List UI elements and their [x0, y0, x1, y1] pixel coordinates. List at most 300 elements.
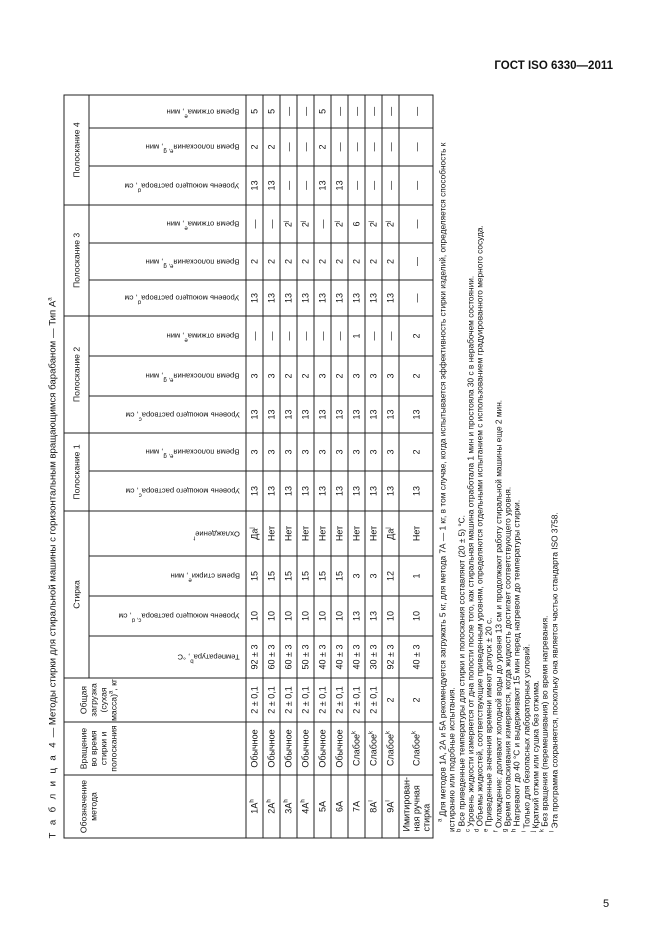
cell-rinse4-spin: [348, 94, 365, 127]
header-load: [64, 678, 246, 722]
header-rinse3-group: Полоскание 3: [64, 204, 89, 315]
cell-value: —: [351, 141, 361, 151]
cell-cooling: [280, 510, 297, 555]
cell-load: [263, 678, 280, 722]
cell-rinse4-level: [331, 165, 348, 204]
cell-rinse1-time: [331, 432, 348, 470]
cell-value: 3: [351, 448, 361, 454]
cell-wash-level: [331, 596, 348, 636]
table-row: [331, 94, 348, 837]
cell-rotation: [399, 722, 433, 775]
cell-rotation: [331, 722, 348, 775]
cell-value: 2: [249, 258, 259, 264]
cell-value: —: [351, 106, 361, 116]
footnote-text: Эта программа сохраняется, поскольку она является частью стандарта ISO 3758.: [548, 511, 559, 828]
cell-wash-level: [246, 596, 263, 636]
cell-rinse4-time: [263, 127, 280, 165]
footnote-text: Для методов 1А, 2А и 5А рекомендуется загружать 5 кг, для метода 7А — 1 кг, в том случае, когда испытывается эффективность стирки изделий, определяется способность к истиранию или подобные испытания.: [437, 142, 457, 832]
cell-value: —: [368, 106, 378, 116]
cell-rinse2-spin: [348, 315, 365, 355]
cell-value: 2 ± 0,1: [334, 685, 344, 714]
cell-wash-level: [348, 596, 365, 636]
cell-value: Нет: [283, 525, 293, 541]
footnote-text: Приведенные значения времени имеют допуск ± 20 с.: [483, 617, 494, 826]
cell-rinse2-spin: [331, 315, 348, 355]
cell-wash-level: [399, 596, 433, 636]
cell-rinse3-spin: [331, 204, 348, 242]
cell-value: 6: [351, 220, 361, 226]
cell-designation: [365, 775, 382, 838]
header-temperature: [89, 636, 246, 678]
cell-value: Обычное: [249, 728, 259, 768]
sup: c: [137, 414, 141, 421]
sup: e: [184, 336, 188, 343]
cell-value: —: [283, 180, 293, 190]
cell-value: 13: [317, 485, 327, 496]
cell-rinse2-level: [331, 395, 348, 432]
label: Уровень моющего раствора: [140, 180, 239, 190]
table-body: [246, 94, 433, 837]
cell-wash-time: [297, 556, 314, 596]
cell-value: 2: [334, 372, 344, 378]
cell-footnote-mark: k: [351, 730, 357, 734]
cell-value: 13: [249, 292, 259, 303]
cell-designation: [348, 775, 365, 838]
cell-value: Нет: [334, 525, 344, 541]
cell-rinse2-level: [280, 395, 297, 432]
cell-wash-time: [263, 556, 280, 596]
label: Уровень моющего раствора: [140, 486, 239, 496]
cell-temperature: [263, 636, 280, 678]
cell-rinse1-level: [246, 470, 263, 510]
cell-rinse4-time: [331, 127, 348, 165]
cell-value: —: [300, 106, 310, 116]
table-row: [280, 94, 297, 837]
cell-value: 2 ± 0,1: [300, 685, 310, 714]
cell-value: 2: [410, 448, 421, 454]
cell-value: 2: [300, 221, 310, 227]
cell-value: 13: [351, 292, 361, 303]
header-rotation: Вращение во время стирки и полоскания: [64, 722, 246, 775]
header-rinse1-group: Полоскание 1: [64, 432, 89, 510]
cell-designation: [263, 775, 280, 838]
cell-value: 3: [249, 448, 259, 454]
cell-rinse4-time: [246, 127, 263, 165]
cell-value: 40 ± 3: [317, 644, 327, 669]
table-row: [297, 94, 314, 837]
unit: , см: [124, 409, 138, 419]
cell-value: —: [334, 330, 344, 340]
cell-value: 2: [368, 221, 378, 227]
cell-rinse2-spin: [365, 315, 382, 355]
cell-designation: [399, 775, 433, 838]
cell-designation: [297, 775, 314, 838]
cell-value: 1А: [249, 802, 259, 814]
cell-rinse2-level: [297, 395, 314, 432]
cell-value: 3: [368, 448, 378, 454]
header-rinse4-level: [89, 165, 246, 204]
cell-rinse2-spin: [399, 315, 433, 355]
cell-designation: [246, 775, 263, 838]
cell-value: 13: [351, 610, 361, 621]
cell-cooling: [365, 510, 382, 555]
cell-value: —: [410, 256, 421, 266]
cell-rinse3-time: [365, 242, 382, 279]
cell-value: —: [368, 180, 378, 190]
cell-value: 10: [266, 610, 276, 621]
cell-value: 2: [283, 221, 293, 227]
label: Время стирки: [190, 571, 239, 581]
cell-value: 3: [334, 448, 344, 454]
footnote-text: Уровень жидкости измеряется от дна полости после того, как стиральная машина отработала 1 мин и простояла 30 с в нерабочем состоянии.: [464, 275, 475, 827]
cell-rinse3-time: [263, 242, 280, 279]
cell-value: 13: [300, 485, 310, 496]
cell-rinse2-spin: [246, 315, 263, 355]
cell-rinse2-level: [263, 395, 280, 432]
cell-rinse1-time: [382, 432, 399, 470]
cell-rinse1-time: [399, 432, 433, 470]
cell-value: —: [385, 180, 395, 190]
label: Время полоскания: [173, 142, 239, 152]
cell-cooling: [246, 510, 263, 555]
cell-rinse3-spin: [399, 204, 433, 242]
cell-rotation: [314, 722, 331, 775]
cell-value: 10: [410, 610, 421, 621]
label: Охлаждение: [194, 529, 239, 538]
cell-rinse4-level: [314, 165, 331, 204]
cell-footnote-mark: h: [249, 798, 255, 803]
cell-value: 2: [300, 372, 310, 378]
cell-value: Обычное: [283, 728, 293, 768]
cell-value: 13: [385, 292, 395, 303]
cell-value: 60 ± 3: [266, 644, 276, 669]
cell-rinse3-spin: [263, 204, 280, 242]
cell-value: 13: [283, 485, 293, 496]
sup: c: [137, 491, 141, 498]
cell-value: 13: [351, 408, 361, 419]
cell-rinse1-time: [348, 432, 365, 470]
cell-rinse4-time: [348, 127, 365, 165]
cell-rinse1-time: [263, 432, 280, 470]
cell-value: Слабое: [385, 733, 395, 766]
header-load-unit: , кг: [108, 678, 118, 691]
cell-value: 2: [334, 221, 344, 227]
cell-rotation: [263, 722, 280, 775]
cell-load: [280, 678, 297, 722]
footnote-mark: h: [511, 828, 518, 832]
footnote-mark: b: [455, 828, 462, 832]
cell-rinse3-level: [365, 279, 382, 315]
cell-cooling: [331, 510, 348, 555]
cell-load: [365, 678, 382, 722]
cell-value: 15: [249, 570, 259, 581]
cell-value: 60 ± 3: [283, 644, 293, 669]
cell-value: 2: [385, 221, 395, 227]
cell-rinse4-spin: [246, 94, 263, 127]
cell-rinse4-time: [399, 127, 433, 165]
cell-rinse4-spin: [297, 94, 314, 127]
cell-load: [382, 678, 399, 722]
cell-rinse3-time: [246, 242, 263, 279]
cell-value: 2: [300, 258, 310, 264]
sup: d: [137, 298, 141, 305]
cell-rinse3-level: [263, 279, 280, 315]
cell-rinse2-spin: [297, 315, 314, 355]
footnote-text: Все приведенные температуры для стирки и полоскания составляют (20 ± 5) °С.: [455, 514, 466, 826]
cell-footnote-mark: k: [385, 730, 391, 734]
unit: , мин: [166, 219, 185, 229]
unit: , мин: [145, 256, 164, 266]
unit: , см: [124, 180, 138, 190]
unit: , см: [124, 486, 138, 496]
cell-value: 2: [385, 697, 395, 703]
cell-rinse4-spin: [399, 94, 433, 127]
cell-footnote-mark: h: [300, 798, 306, 803]
cell-value: 13: [317, 408, 327, 419]
cell-cooling: [399, 510, 433, 555]
cell-temperature: [382, 636, 399, 678]
cell-value: 13: [249, 485, 259, 496]
cell-value: 2: [410, 697, 421, 703]
cell-designation: [280, 775, 297, 838]
cell-footnote-mark: h: [266, 798, 272, 803]
cell-temperature: [348, 636, 365, 678]
cell-value: —: [410, 141, 421, 151]
cell-value: 13: [334, 485, 344, 496]
cell-wash-level: [280, 596, 297, 636]
cell-value: 12: [385, 570, 395, 581]
cell-rinse4-time: [382, 127, 399, 165]
footnote-mark: a: [437, 818, 443, 822]
table-row: [365, 94, 382, 837]
cell-rinse2-time: [280, 355, 297, 395]
sup: e, g: [163, 452, 174, 459]
cell-value: 40 ± 3: [334, 644, 344, 669]
cell-rinse3-level: [382, 279, 399, 315]
cell-rinse4-spin: [382, 94, 399, 127]
cell-value: 13: [351, 485, 361, 496]
header-wash-time: [89, 556, 246, 596]
cell-value: —: [385, 141, 395, 151]
cell-value: —: [283, 330, 293, 340]
cell-value: 5: [317, 108, 327, 114]
cell-value: —: [410, 180, 421, 190]
table-row: [246, 94, 263, 837]
cell-rinse3-level: [314, 279, 331, 315]
cell-rinse4-spin: [331, 94, 348, 127]
cell-value: 3: [317, 372, 327, 378]
sup: c, d: [131, 616, 141, 623]
cell-footnote-mark: l: [385, 799, 391, 802]
cell-value: 3А: [283, 802, 293, 814]
cell-rinse2-spin: [280, 315, 297, 355]
cell-value: Нет: [351, 525, 361, 541]
cell-rinse3-time: [348, 242, 365, 279]
cell-rinse3-time: [280, 242, 297, 279]
cell-rinse2-time: [348, 355, 365, 395]
sup: f: [192, 534, 195, 540]
cell-value: 13: [368, 408, 378, 419]
header-rinse2-group: Полоскание 2: [64, 315, 89, 432]
cell-rinse4-spin: [263, 94, 280, 127]
cell-value: 2 ± 0,1: [351, 685, 361, 714]
cell-value: 13: [266, 179, 276, 190]
cell-value: 13: [300, 408, 310, 419]
cell-wash-time: [348, 556, 365, 596]
cell-temperature: [399, 636, 433, 678]
unit: , мин: [145, 447, 164, 457]
cell-temperature: [365, 636, 382, 678]
cell-value: —: [385, 330, 395, 340]
cell-value: 1: [351, 332, 361, 338]
cell-value: 92 ± 3: [385, 644, 395, 669]
footnote-mark: k: [539, 828, 546, 832]
cell-rinse1-level: [348, 470, 365, 510]
cell-value: 10: [249, 610, 259, 621]
cell-temperature: [280, 636, 297, 678]
label: Время отжима: [187, 331, 239, 341]
cell-rotation: [365, 722, 382, 775]
cell-footnote-mark: j: [283, 220, 289, 222]
unit: , см: [117, 611, 132, 621]
cell-value: Слабое: [410, 733, 421, 766]
cell-value: 3: [317, 448, 327, 454]
cell-value: Обычное: [334, 728, 344, 768]
cell-value: 15: [300, 570, 310, 581]
cell-footnote-mark: k: [410, 730, 417, 734]
cell-cooling: [382, 510, 399, 555]
cell-value: —: [351, 180, 361, 190]
cell-designation: [382, 775, 399, 838]
cell-rinse4-level: [399, 165, 433, 204]
cell-rinse2-level: [314, 395, 331, 432]
cell-rinse4-level: [297, 165, 314, 204]
cell-designation: [331, 775, 348, 838]
cell-value: —: [334, 106, 344, 116]
cell-rotation: [297, 722, 314, 775]
cell-rinse2-level: [399, 395, 433, 432]
cell-value: 2: [317, 143, 327, 149]
cell-value: Да: [249, 528, 259, 540]
cell-value: 10: [300, 610, 310, 621]
footnote-text: Объемы жидкостей, соответствующие приведенным уровням, определяются отдельными испытанием с использованием градуированного мерного сосуда.: [474, 224, 485, 826]
cell-value: 2: [266, 143, 276, 149]
cell-value: —: [300, 141, 310, 151]
cell-rinse4-time: [314, 127, 331, 165]
cell-value: 13: [283, 292, 293, 303]
label: Время полоскания: [173, 256, 239, 266]
cell-value: —: [410, 292, 421, 302]
cell-value: 2: [410, 372, 421, 378]
header-rinse1-level: [89, 470, 246, 510]
cell-footnote-mark: j: [249, 526, 255, 529]
cell-value: 13: [410, 408, 421, 419]
cell-value: 3: [368, 573, 378, 579]
cell-rinse4-level: [365, 165, 382, 204]
cell-value: 13: [317, 292, 327, 303]
cell-value: Нет: [300, 525, 310, 541]
cell-value: 7А: [351, 800, 361, 812]
unit: , мин: [169, 571, 188, 581]
unit: , мин: [166, 106, 185, 116]
footnote: [438, 100, 457, 831]
cell-value: 13: [300, 292, 310, 303]
label: Уровень моющего раствора: [140, 611, 239, 621]
cell-value: —: [266, 218, 276, 228]
cell-rinse2-time: [297, 355, 314, 395]
footnote-mark: e: [483, 828, 490, 832]
cell-rinse4-spin: [365, 94, 382, 127]
cell-rinse3-level: [331, 279, 348, 315]
table-row: [399, 94, 433, 837]
footnote-text: Время ополаскивания измеряется, когда жидкость достигает соответствующего уровня.: [502, 486, 513, 826]
cell-cooling: [297, 510, 314, 555]
cell-value: 3: [385, 372, 395, 378]
cell-value: 2: [334, 258, 344, 264]
cell-rinse4-level: [280, 165, 297, 204]
label: Время отжима: [187, 219, 239, 229]
cell-wash-time: [382, 556, 399, 596]
sup: e: [184, 224, 188, 231]
cell-value: 3: [283, 448, 293, 454]
cell-cooling: [314, 510, 331, 555]
cell-wash-time: [331, 556, 348, 596]
table-row: [382, 94, 399, 837]
unit: , мин: [166, 331, 185, 341]
cell-value: 13: [385, 408, 395, 419]
cell-rinse3-spin: [314, 204, 331, 242]
sup: e: [184, 111, 188, 118]
cell-value: —: [266, 330, 276, 340]
footnote-text: Нагревают до 40 °С и выдерживают 15 мин перед нагревом до температуры стирки.: [511, 499, 522, 826]
rotated-table-block: [45, 95, 559, 838]
header-rinse4-group: Полоскание 4: [64, 94, 89, 204]
cell-value: 10: [334, 610, 344, 621]
cell-value: 2: [385, 258, 395, 264]
cell-value: 2А: [266, 802, 276, 814]
cell-wash-time: [246, 556, 263, 596]
cell-wash-level: [365, 596, 382, 636]
cell-footnote-mark: l: [368, 799, 374, 802]
unit: , см: [124, 293, 138, 303]
cell-rinse3-level: [399, 279, 433, 315]
cell-footnote-mark: k: [368, 730, 374, 734]
cell-value: 2: [368, 258, 378, 264]
cell-value: 2: [249, 143, 259, 149]
cell-value: —: [249, 330, 259, 340]
cell-value: 3: [266, 448, 276, 454]
sup: e, g: [163, 147, 174, 154]
cell-value: 13: [266, 292, 276, 303]
label: Время отжима: [187, 106, 239, 116]
cell-footnote-mark: h: [283, 798, 289, 803]
cell-value: 5: [266, 108, 276, 114]
cell-temperature: [331, 636, 348, 678]
cell-value: —: [300, 180, 310, 190]
header-wash-level: [89, 596, 246, 636]
label: Температура: [193, 652, 239, 662]
cell-rotation: [246, 722, 263, 775]
cell-footnote-mark: j: [385, 526, 391, 529]
cell-value: Обычное: [317, 728, 327, 768]
cell-load: [348, 678, 365, 722]
cell-rinse3-time: [331, 242, 348, 279]
table-row: [314, 94, 331, 837]
cell-rinse1-level: [399, 470, 433, 510]
cell-value: 10: [283, 610, 293, 621]
cell-rinse3-time: [399, 242, 433, 279]
cell-rinse3-spin: [365, 204, 382, 242]
